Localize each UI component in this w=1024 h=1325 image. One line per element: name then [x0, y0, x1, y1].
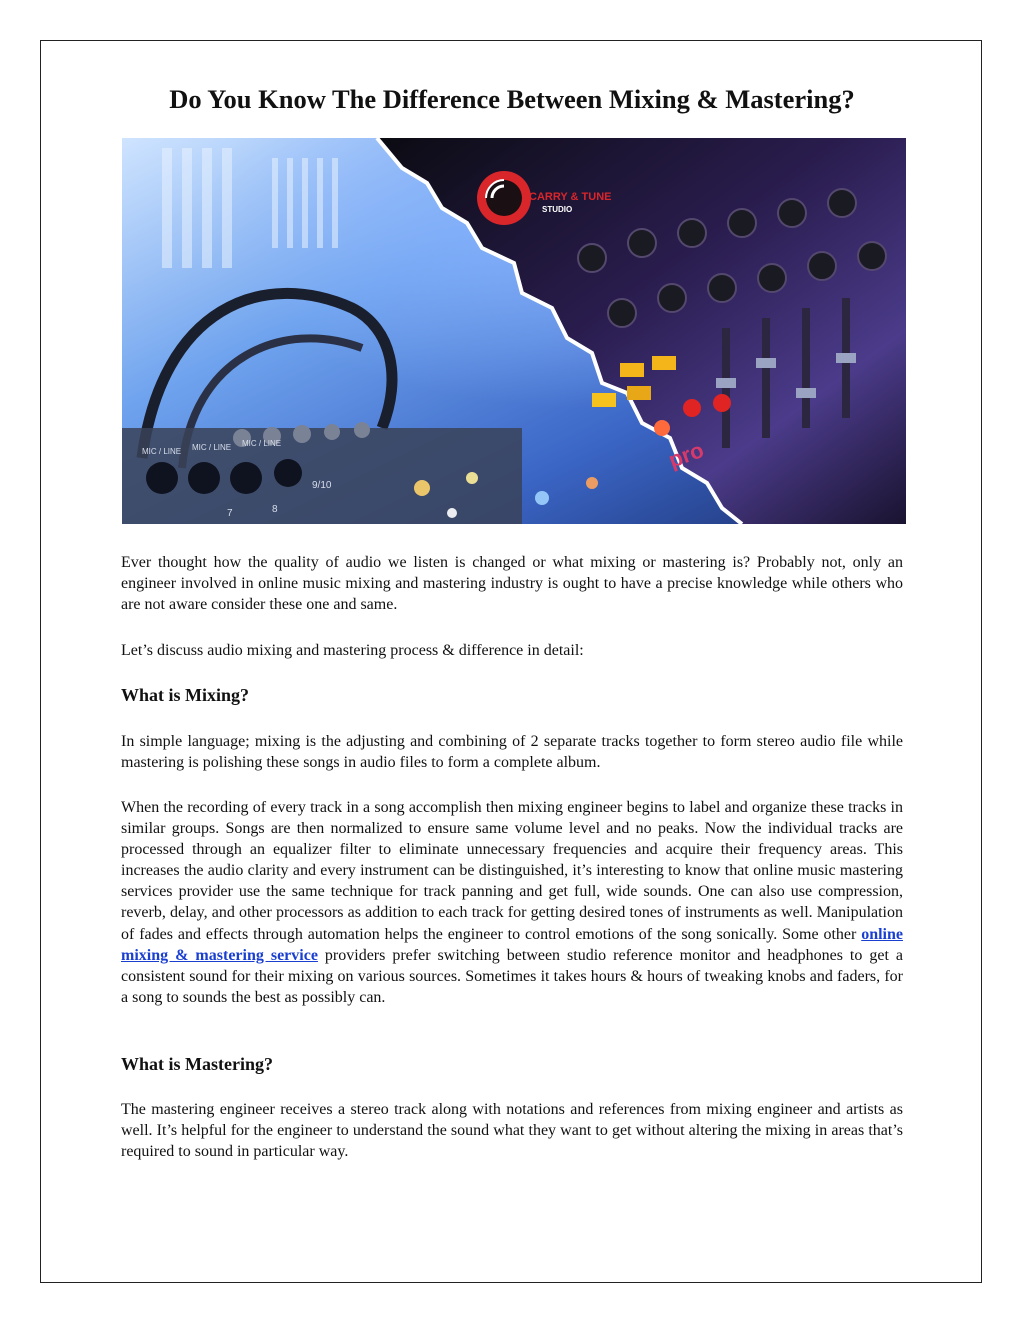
logo-text: CARRY & TUNE — [529, 191, 612, 203]
mixing-heading: What is Mixing? — [121, 685, 250, 705]
mixing-text-after-link: providers prefer switching between studio reference monitor and headphones to get a consistent sound for their mixing on various sources. Sometimes it takes hours & hours of tweaking knobs and faders, for a song to sounds the best as possibly can. — [121, 946, 904, 1006]
channel-number: 8 — [272, 504, 278, 515]
channel-number: 9/10 — [312, 480, 332, 491]
channel-number: 7 — [227, 508, 233, 519]
mixing-mastering-service-link[interactable]: online mixing & mastering service — [121, 925, 903, 964]
mastering-heading: What is Mastering? — [121, 1054, 273, 1074]
channel-label: MIC / LINE — [142, 447, 182, 456]
mixing-text-before-link: When the recording of every track in a song accomplish then mixing engineer begins to label and organize these tracks in similar groups. Songs are then normalized to ensure same volume level and no peaks. Now the individual tracks are processed through an equalizer filter to eliminate unnecessary frequencies and acquire their frequency areas. This increases the audio clarity and every instrument can be distinguished, it’s interesting to know that online music mastering services provider use the same technique for track panning and get full, wide sounds. One can also use compression, reverb, delay, and other processors as addition to each track for getting desired tones of instruments as well. Manipulation of fades and effects through automation helps the engineer to control emotions of the song sonically. Some other — [121, 799, 903, 943]
channel-label: MIC / LINE — [192, 443, 232, 452]
mixing-paragraph-2 — [121, 797, 903, 1008]
brand-mark: pro — [665, 437, 708, 473]
channel-label: MIC / LINE — [242, 439, 282, 448]
mixing-paragraph-1: In simple language; mixing is the adjusting and combining of 2 separate tracks together to form stereo audio file while mastering is polishing these songs in audio files to form a complete album. — [121, 733, 903, 772]
mastering-paragraph: The mastering engineer receives a stereo track along with notations and references from mixing engineer and artists as well. It’s helpful for the engineer to understand the sound what they want to get without altering the mixing in areas that’s required to sound in particular way. — [121, 1101, 903, 1161]
intro-lead-paragraph: Let’s discuss audio mixing and mastering process & difference in detail: — [121, 642, 584, 659]
hero-image — [122, 138, 906, 524]
page-title: Do You Know The Difference Between Mixing & Mastering? — [169, 84, 855, 114]
intro-paragraph: Ever thought how the quality of audio we listen is changed or what mixing or mastering is? Probably not, only an engineer involved in online music mixing and mastering industry is ought to have a precise knowledge while others who are not aware consider these one and same. — [121, 554, 903, 614]
logo-subtext: STUDIO — [542, 205, 573, 214]
